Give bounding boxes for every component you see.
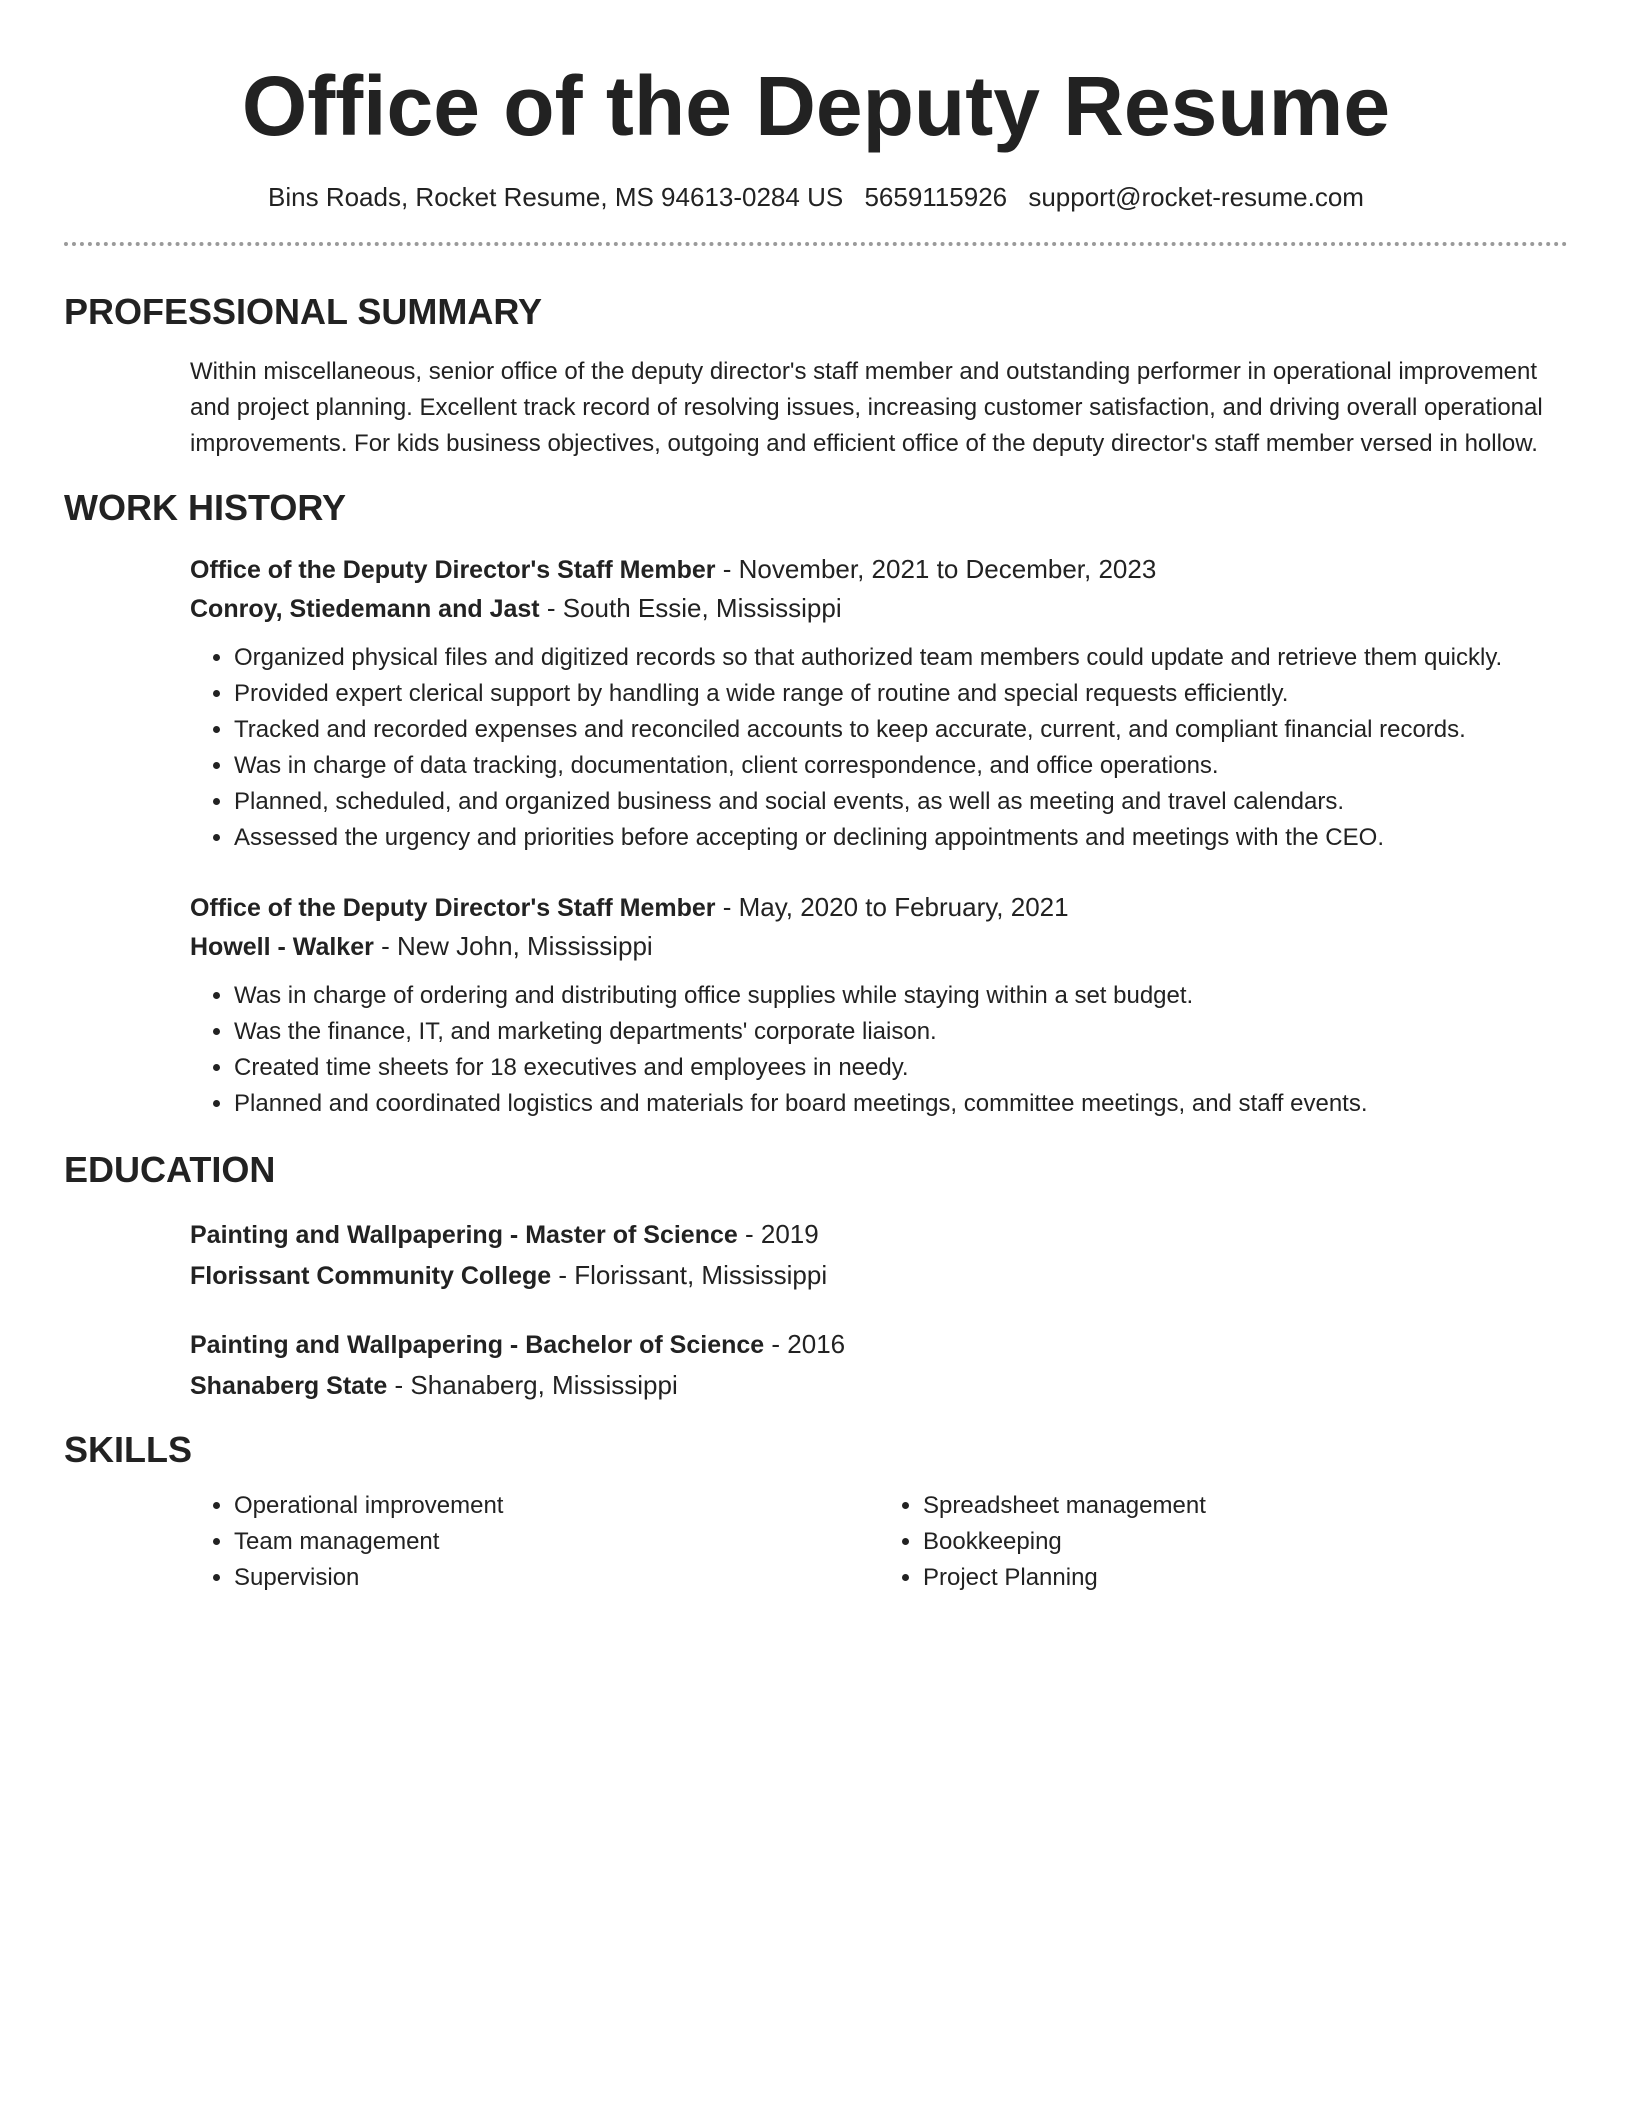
- list-item: • Provided expert clerical support by handling a wide range of routine and special requests efficiently.: [234, 676, 1568, 712]
- skill-item: • Spreadsheet management: [923, 1488, 1568, 1524]
- skill-item: • Operational improvement: [234, 1488, 879, 1524]
- contact-address: Bins Roads, Rocket Resume, MS 94613-0284 US: [268, 182, 844, 212]
- education-degree-line: [190, 1214, 1568, 1255]
- section-heading-summary: PROFESSIONAL SUMMARY: [64, 291, 543, 332]
- skills-body: [190, 1488, 1568, 1596]
- list-item: • Tracked and recorded expenses and reconciled accounts to keep accurate, current, and compliant financial records.: [234, 712, 1568, 748]
- education-entry: [190, 1214, 1568, 1296]
- list-item: • Planned, scheduled, and organized business and social events, as well as meeting and travel calendars.: [234, 784, 1568, 820]
- summary-body: [190, 354, 1568, 462]
- job-company: Howell - Walker: [190, 933, 374, 961]
- skills-grid: [190, 1488, 1568, 1596]
- section-heading-education: EDUCATION: [64, 1149, 276, 1190]
- list-item: • Was in charge of ordering and distributing office supplies while staying within a set budget.: [234, 978, 1568, 1014]
- skills-list-left: [190, 1488, 879, 1596]
- education-degree: Painting and Wallpapering - Bachelor of Science: [190, 1331, 765, 1359]
- resume-page: [64, 0, 1568, 1596]
- skill-item: • Supervision: [234, 1560, 879, 1596]
- resume-title: Office of the Deputy Resume: [241, 59, 1391, 153]
- skill-item: • Project Planning: [923, 1560, 1568, 1596]
- contact-email: support@rocket-resume.com: [1028, 182, 1364, 212]
- job-title-line: [190, 550, 1568, 589]
- work-body: [190, 550, 1568, 1122]
- education-school: Shanaberg State: [190, 1372, 388, 1400]
- job-bullets: [190, 640, 1568, 856]
- section-heading-work: WORK HISTORY: [64, 487, 347, 528]
- section-heading-skills: SKILLS: [64, 1429, 193, 1470]
- job-title: Office of the Deputy Director's Staff Member: [190, 894, 716, 922]
- education-school-line: [190, 1365, 1568, 1406]
- education-degree-line: [190, 1324, 1568, 1365]
- contact-line: [64, 180, 1568, 214]
- job-company: Conroy, Stiedemann and Jast: [190, 595, 540, 623]
- job-bullets: [190, 978, 1568, 1122]
- skill-item: • Team management: [234, 1524, 879, 1560]
- list-item: • Organized physical files and digitized records so that authorized team members could update and retrieve them quickly.: [234, 640, 1568, 676]
- list-item: • Was in charge of data tracking, documentation, client correspondence, and office operations.: [234, 748, 1568, 784]
- skill-item: • Bookkeeping: [923, 1524, 1568, 1560]
- education-school-line: [190, 1255, 1568, 1296]
- job-entry: [190, 550, 1568, 856]
- job-entry: [190, 888, 1568, 1122]
- contact-phone: 5659115926: [864, 182, 1008, 212]
- job-title-line: [190, 888, 1568, 927]
- job-company-line: [190, 589, 1568, 628]
- education-year: - 2019: [737, 1219, 819, 1249]
- list-item: • Planned and coordinated logistics and materials for board meetings, committee meetings, and staff events.: [234, 1086, 1568, 1122]
- job-dates: - May, 2020 to February, 2021: [715, 892, 1069, 922]
- education-degree: Painting and Wallpapering - Master of Science: [190, 1221, 738, 1249]
- education-year: - 2016: [764, 1329, 846, 1359]
- job-location: - New John, Mississippi: [373, 931, 653, 961]
- list-item: • Assessed the urgency and priorities before accepting or declining appointments and meetings with the CEO.: [234, 820, 1568, 856]
- education-body: [190, 1214, 1568, 1406]
- summary-text: Within miscellaneous, senior office of the deputy director's staff member and outstanding performer in operational improvement and project planning. Excellent track record of resolving issues, increasing customer satisfaction, and driving overall operational improvements. For kids business objectives, outgoing and efficient office of the deputy director's staff member versed in hollow.: [190, 358, 1543, 457]
- education-location: - Florissant, Mississippi: [551, 1260, 828, 1290]
- education-entry: [190, 1324, 1568, 1406]
- header-divider: [64, 242, 1568, 246]
- education-location: - Shanaberg, Mississippi: [387, 1370, 678, 1400]
- job-company-line: [190, 927, 1568, 966]
- education-school: Florissant Community College: [190, 1262, 552, 1290]
- skills-list-right: [879, 1488, 1568, 1596]
- job-dates: - November, 2021 to December, 2023: [715, 554, 1157, 584]
- job-location: - South Essie, Mississippi: [539, 593, 842, 623]
- job-title: Office of the Deputy Director's Staff Member: [190, 556, 716, 584]
- list-item: • Created time sheets for 18 executives and employees in needy.: [234, 1050, 1568, 1086]
- list-item: • Was the finance, IT, and marketing departments' corporate liaison.: [234, 1014, 1568, 1050]
